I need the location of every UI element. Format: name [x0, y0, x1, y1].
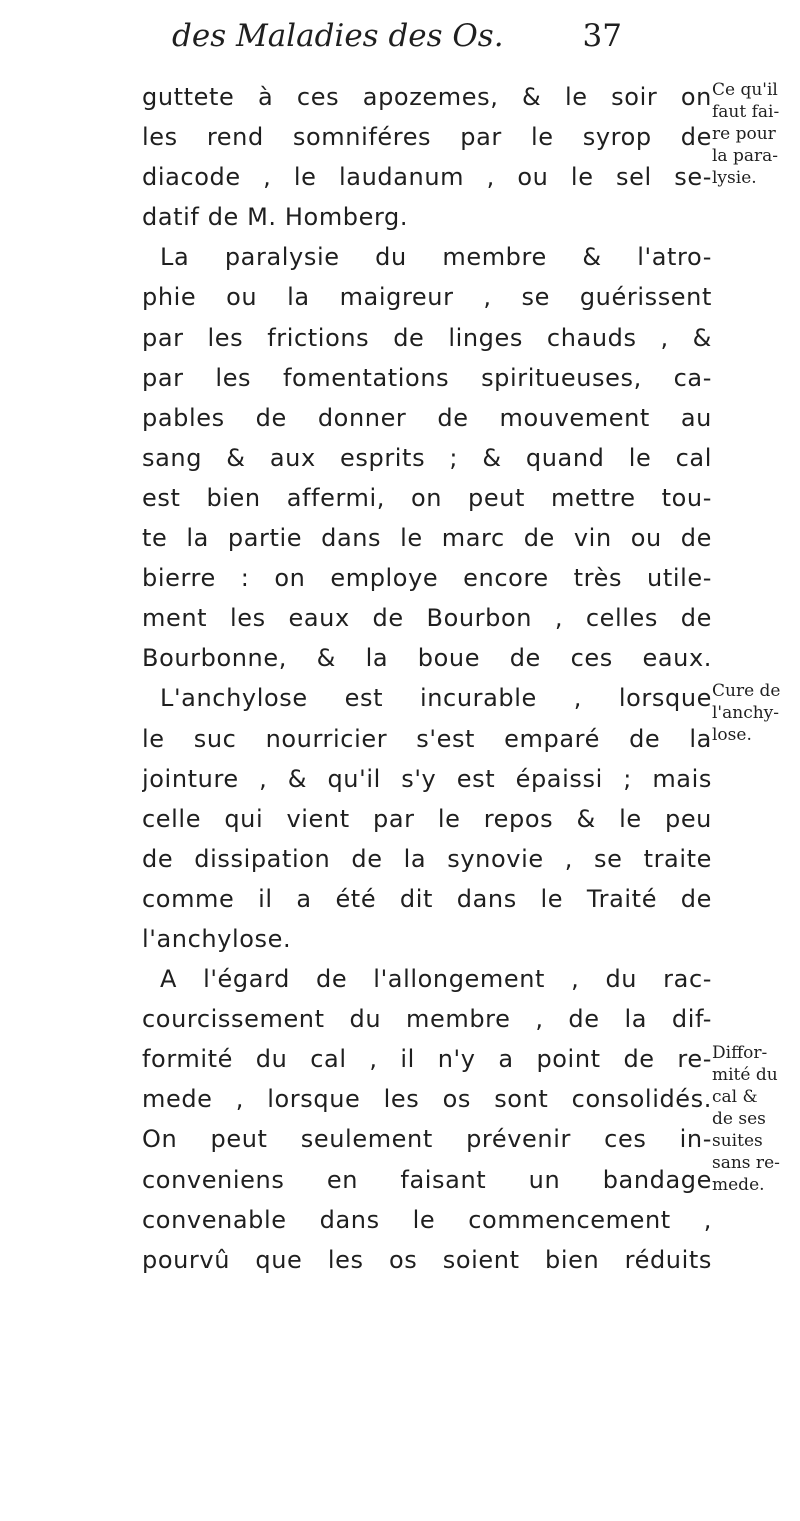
margin-note-line: cal & — [712, 1087, 758, 1107]
text-line: pables de donner de mouvement au — [142, 403, 712, 432]
text-line: guttete à ces apozemes, & le soir on — [142, 83, 712, 111]
text-line: les rend somniféres par le syrop de — [142, 123, 712, 152]
text-line: Bourbonne, & la boue de ces eaux. — [142, 644, 712, 673]
text-line: sang & aux esprits ; & quand le cal — [142, 443, 712, 472]
text-line: ment les eaux de Bourbon , celles de — [142, 604, 712, 633]
text-line: L'anchylose est incurable , lorsque — [160, 684, 712, 713]
text-line: A l'égard de l'allongement , du rac- — [160, 965, 712, 994]
margin-note-line: sans re- — [712, 1153, 780, 1173]
text-line: bierre : on employe encore très utile- — [142, 564, 712, 593]
running-title: des Maladies des Os. — [172, 18, 504, 54]
text-line: convenable dans le commencement , — [142, 1205, 712, 1234]
margin-note-line: Ce qu'il — [712, 80, 778, 100]
margin-note-line: Diffor- — [712, 1043, 768, 1063]
margin-note-line: mede. — [712, 1175, 765, 1195]
text-line: l'anchylose. — [142, 924, 292, 953]
text-line: pourvû que les os soient bien réduits — [142, 1245, 712, 1274]
text-line: est bien affermi, on peut mettre tou- — [142, 483, 712, 512]
page-number: 37 — [582, 18, 622, 54]
text-line: comme il a été dit dans le Traité de — [142, 884, 712, 913]
margin-note-line: faut fai- — [712, 102, 780, 122]
text-line: On peut seulement prévenir ces in- — [142, 1125, 712, 1154]
text-line: celle qui vient par le repos & le peu — [142, 804, 712, 833]
text-line: La paralysie du membre & l'atro- — [160, 243, 712, 272]
margin-note-line: l'anchy- — [712, 703, 780, 723]
margin-note-line: mité du — [712, 1065, 778, 1085]
margin-note-line: Cure de — [712, 681, 781, 701]
text-line: jointure , & qu'il s'y est épaissi ; mais — [142, 764, 712, 793]
margin-note-paralysie — [712, 79, 800, 189]
text-line: te la partie dans le marc de vin ou de — [142, 524, 712, 553]
margin-note-line: suites — [712, 1131, 763, 1151]
text-line: mede , lorsque les os sont consolidés. — [142, 1085, 712, 1114]
margin-note-line: re pour — [712, 124, 776, 144]
margin-note-line: lose. — [712, 725, 752, 745]
text-line: diacode , le laudanum , ou le sel se- — [142, 163, 712, 192]
main-text-column — [142, 77, 712, 1280]
text-line: de dissipation de la synovie , se traite — [142, 844, 712, 873]
margin-note-line: lysie. — [712, 168, 757, 188]
text-line: courcissement du membre , de la dif- — [142, 1005, 712, 1034]
text-line: phie ou la maigreur , se guérissent — [142, 283, 712, 312]
text-line: par les frictions de linges chauds , & — [142, 323, 712, 352]
margin-note-line: la para- — [712, 146, 778, 166]
margin-note-line: de ses — [712, 1109, 766, 1129]
margin-note-anchylose — [712, 680, 800, 746]
text-line: conveniens en faisant un bandage — [142, 1165, 712, 1194]
running-head — [172, 14, 622, 58]
text-line: par les fomentations spiritueuses, ca- — [142, 363, 712, 392]
text-line: le suc nourricier s'est emparé de la — [142, 724, 712, 753]
text-line: formité du cal , il n'y a point de re- — [142, 1045, 712, 1074]
text-line: datif de M. Homberg. — [142, 203, 409, 232]
margin-note-difformite — [712, 1042, 800, 1196]
